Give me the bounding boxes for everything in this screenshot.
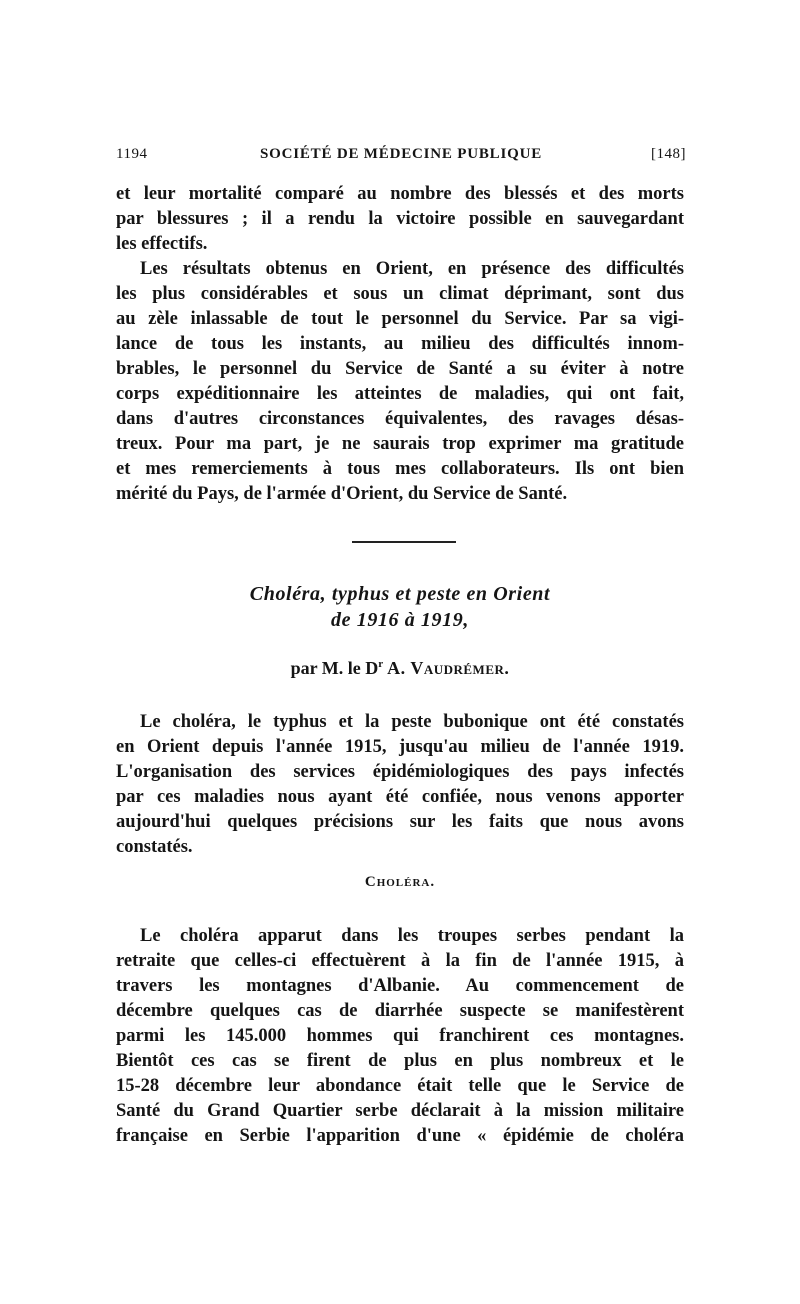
- page-reference: [148]: [651, 146, 686, 162]
- text-line: par ces maladies nous ayant été confiée, nous venons apporter: [116, 787, 684, 807]
- text-line: dans d'autres circonstances équivalentes, des ravages désas-: [116, 409, 684, 429]
- text-line: treux. Pour ma part, je ne saurais trop exprimer ma gratitude: [116, 434, 684, 454]
- paragraph-continuation: [116, 182, 684, 257]
- byline: [116, 658, 684, 679]
- text-line: Bientôt ces cas se firent de plus en plus nombreux et le: [116, 1051, 684, 1071]
- page-number: 1194: [116, 146, 148, 162]
- byline-author: A. Vaudrémer.: [383, 658, 510, 678]
- text-line: Le choléra apparut dans les troupes serbes pendant la: [140, 926, 684, 946]
- text-line: corps expéditionnaire les atteintes de maladies, qui ont fait,: [116, 384, 684, 404]
- section-divider: [352, 541, 456, 543]
- text-line: parmi les 145.000 hommes qui franchirent ces montagnes.: [116, 1026, 684, 1046]
- section-heading: Choléra.: [364, 874, 436, 890]
- text-line: L'organisation des services épidémiologiques des pays infectés: [116, 762, 684, 782]
- paragraph-cholera: [116, 924, 684, 1149]
- running-head: [116, 146, 686, 168]
- paragraph-article-intro: [116, 710, 684, 860]
- text-line: 15-28 décembre leur abondance était telle que le Service de: [116, 1076, 684, 1096]
- text-line: et mes remerciements à tous mes collaborateurs. Ils ont bien: [116, 459, 684, 479]
- text-line: par blessures ; il a rendu la victoire possible en sauvegardant: [116, 209, 684, 229]
- text-line: Les résultats obtenus en Orient, en présence des difficultés: [140, 259, 684, 279]
- text-line: les effectifs.: [116, 234, 208, 254]
- text-line: Santé du Grand Quartier serbe déclarait à la mission militaire: [116, 1101, 684, 1121]
- text-line: et leur mortalité comparé au nombre des blessés et des morts: [116, 184, 684, 204]
- text-line: retraite que celles-ci effectuèrent à la fin de l'année 1915, à: [116, 951, 684, 971]
- text-line: mérité du Pays, de l'armée d'Orient, du Service de Santé.: [116, 484, 568, 504]
- byline-prefix: par M. le D: [290, 658, 379, 678]
- text-line: décembre quelques cas de diarrhée suspecte se manifestèrent: [116, 1001, 684, 1021]
- text-line: les plus considérables et sous un climat déprimant, sont dus: [116, 284, 684, 304]
- text-line: en Orient depuis l'année 1915, jusqu'au milieu de l'année 1919.: [116, 737, 684, 757]
- paragraph-results: [116, 257, 684, 507]
- text-line: lance de tous les instants, au milieu des difficultés innom-: [116, 334, 684, 354]
- text-line: brables, le personnel du Service de Santé a su éviter à notre: [116, 359, 684, 379]
- text-line: française en Serbie l'apparition d'une « épidémie de choléra: [116, 1126, 684, 1146]
- text-line: travers les montagnes d'Albanie. Au commencement de: [116, 976, 684, 996]
- running-title: SOCIÉTÉ DE MÉDECINE PUBLIQUE: [259, 146, 543, 162]
- byline-superscript: r: [378, 658, 384, 670]
- text-line: au zèle inlassable de tout le personnel du Service. Par sa vigi-: [116, 309, 684, 329]
- article-title-line2: de 1916 à 1919,: [331, 609, 469, 631]
- text-line: constatés.: [116, 837, 193, 857]
- text-line: aujourd'hui quelques précisions sur les faits que nous avons: [116, 812, 684, 832]
- text-line: Le choléra, le typhus et la peste bubonique ont été constatés: [140, 712, 684, 732]
- article-title-line1: Choléra, typhus et peste en Orient: [249, 583, 551, 605]
